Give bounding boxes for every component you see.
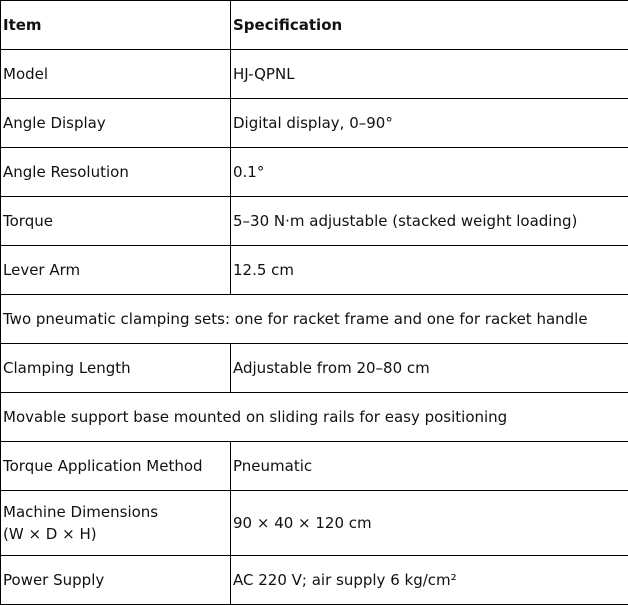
- table-row-full: [1, 393, 628, 442]
- row-spec: Adjustable from 20–80 cm: [231, 344, 628, 393]
- table-row: [1, 197, 628, 246]
- table-row: [1, 442, 628, 491]
- row-item: Torque Application Method: [1, 442, 231, 491]
- row-full-text: Movable support base mounted on sliding rails for easy positioning: [1, 393, 628, 442]
- row-spec: Digital display, 0–90°: [231, 99, 628, 148]
- row-item: Model: [1, 50, 231, 99]
- row-spec: 5–30 N·m adjustable (stacked weight loading): [231, 197, 628, 246]
- header-item: Item: [1, 1, 231, 50]
- row-spec: 12.5 cm: [231, 246, 628, 295]
- row-item: Angle Display: [1, 99, 231, 148]
- row-spec: 90 × 40 × 120 cm: [231, 491, 628, 556]
- row-item: Torque: [1, 197, 231, 246]
- row-full-text: Two pneumatic clamping sets: one for racket frame and one for racket handle: [1, 295, 628, 344]
- row-item-line1: Machine Dimensions: [3, 503, 158, 521]
- row-item: [1, 491, 231, 556]
- row-spec: Pneumatic: [231, 442, 628, 491]
- row-item: Angle Resolution: [1, 148, 231, 197]
- row-item-line2: (W × D × H): [3, 525, 97, 543]
- table-row: [1, 344, 628, 393]
- table-row: [1, 246, 628, 295]
- table-row: [1, 491, 628, 556]
- table-header-row: [1, 1, 628, 50]
- table-row: [1, 99, 628, 148]
- row-item: Lever Arm: [1, 246, 231, 295]
- row-spec: AC 220 V; air supply 6 kg/cm²: [231, 556, 628, 605]
- table-row: [1, 556, 628, 605]
- row-spec: HJ-QPNL: [231, 50, 628, 99]
- table-row: [1, 148, 628, 197]
- row-spec: 0.1°: [231, 148, 628, 197]
- header-specification: Specification: [231, 1, 628, 50]
- row-item: Clamping Length: [1, 344, 231, 393]
- row-item: Power Supply: [1, 556, 231, 605]
- table-row: [1, 50, 628, 99]
- table-row-full: [1, 295, 628, 344]
